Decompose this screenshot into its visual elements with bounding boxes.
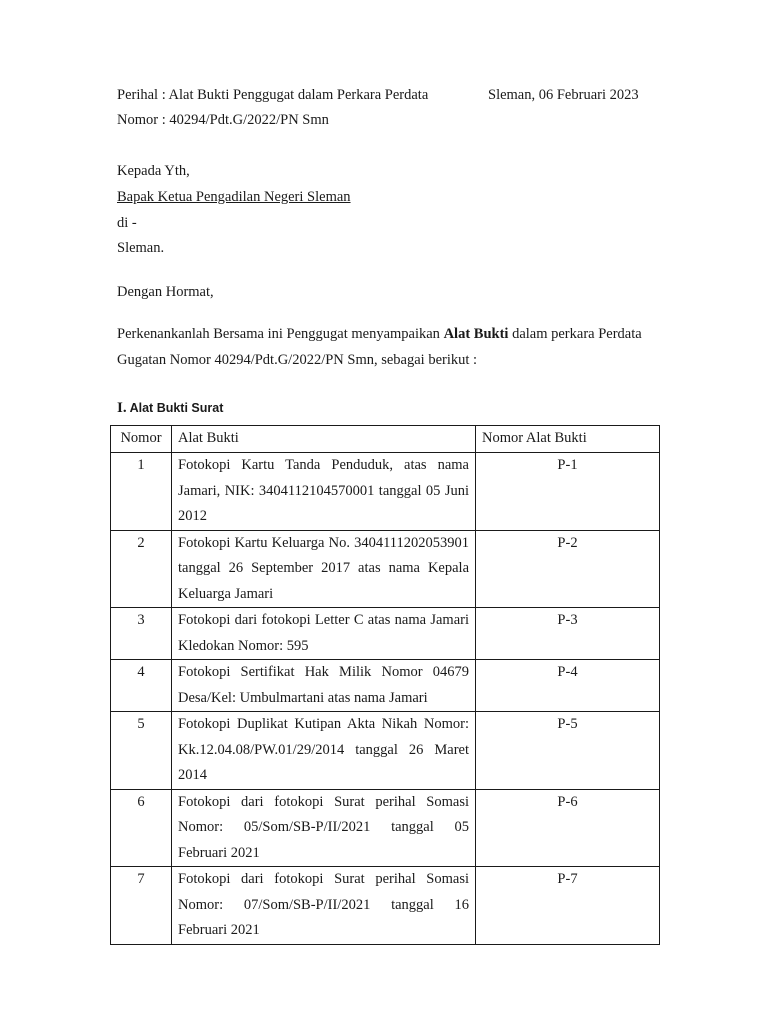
table-header-row xyxy=(111,426,660,453)
intro-text-2: dalam perkara Perdata Gugatan Nomor 40294/Pdt.G/2022/PN Smn, sebagai berikut : xyxy=(117,326,642,368)
header-alat-bukti: Alat Bukti xyxy=(172,426,476,453)
section-heading xyxy=(117,400,223,417)
intro-bold: Alat Bukti xyxy=(443,326,509,342)
row-code: P-7 xyxy=(476,867,660,945)
case-number: Nomor : 40294/Pdt.G/2022/PN Smn xyxy=(117,112,329,128)
row-number: 2 xyxy=(111,530,172,608)
table-row xyxy=(111,660,660,712)
intro-text-1: Perkenankanlah Bersama ini Penggugat menyampaikan xyxy=(117,326,444,342)
intro-paragraph xyxy=(117,321,657,373)
row-description: Fotokopi dari fotokopi Letter C atas nama Jamari Kledokan Nomor: 595 xyxy=(172,608,476,660)
recipient-di: di - xyxy=(117,215,137,231)
recipient-name: Bapak Ketua Pengadilan Negeri Sleman xyxy=(117,189,351,205)
section-numeral: I. xyxy=(117,400,127,416)
row-description: Fotokopi Duplikat Kutipan Akta Nikah Nomor: Kk.12.04.08/PW.01/29/2014 tanggal 26 Maret 2014 xyxy=(172,712,476,790)
row-number: 1 xyxy=(111,453,172,531)
row-code: P-4 xyxy=(476,660,660,712)
row-description: Fotokopi dari fotokopi Surat perihal Somasi Nomor: 07/Som/SB-P/II/2021 tanggal 16 Februari 2021 xyxy=(172,867,476,945)
row-code: P-1 xyxy=(476,453,660,531)
recipient-city: Sleman. xyxy=(117,240,165,256)
row-description: Fotokopi dari fotokopi Surat perihal Somasi Nomor: 05/Som/SB-P/II/2021 tanggal 05 Februari 2021 xyxy=(172,789,476,867)
row-number: 6 xyxy=(111,789,172,867)
section-title: Alat Bukti Surat xyxy=(129,401,224,415)
row-code: P-3 xyxy=(476,608,660,660)
row-number: 4 xyxy=(111,660,172,712)
row-code: P-2 xyxy=(476,530,660,608)
table-row xyxy=(111,789,660,867)
table-row xyxy=(111,867,660,945)
header-nomor: Nomor xyxy=(111,426,172,453)
table-row xyxy=(111,608,660,660)
subject-line: Perihal : Alat Bukti Penggugat dalam Perkara Perdata xyxy=(117,87,429,103)
row-number: 5 xyxy=(111,712,172,790)
evidence-table xyxy=(110,425,660,945)
recipient-salutation: Kepada Yth, xyxy=(117,163,190,179)
table-row xyxy=(111,712,660,790)
row-code: P-5 xyxy=(476,712,660,790)
header-nomor-alat-bukti: Nomor Alat Bukti xyxy=(476,426,660,453)
table-row xyxy=(111,530,660,608)
greeting: Dengan Hormat, xyxy=(117,284,214,300)
row-number: 3 xyxy=(111,608,172,660)
row-description: Fotokopi Kartu Tanda Penduduk, atas nama Jamari, NIK: 3404112104570001 tanggal 05 Juni 2012 xyxy=(172,453,476,531)
row-code: P-6 xyxy=(476,789,660,867)
row-number: 7 xyxy=(111,867,172,945)
letter-date: Sleman, 06 Februari 2023 xyxy=(488,87,639,103)
row-description: Fotokopi Sertifikat Hak Milik Nomor 04679 Desa/Kel: Umbulmartani atas nama Jamari xyxy=(172,660,476,712)
table-row xyxy=(111,453,660,531)
row-description: Fotokopi Kartu Keluarga No. 3404111202053901 tanggal 26 September 2017 atas nama Kepala Keluarga Jamari xyxy=(172,530,476,608)
